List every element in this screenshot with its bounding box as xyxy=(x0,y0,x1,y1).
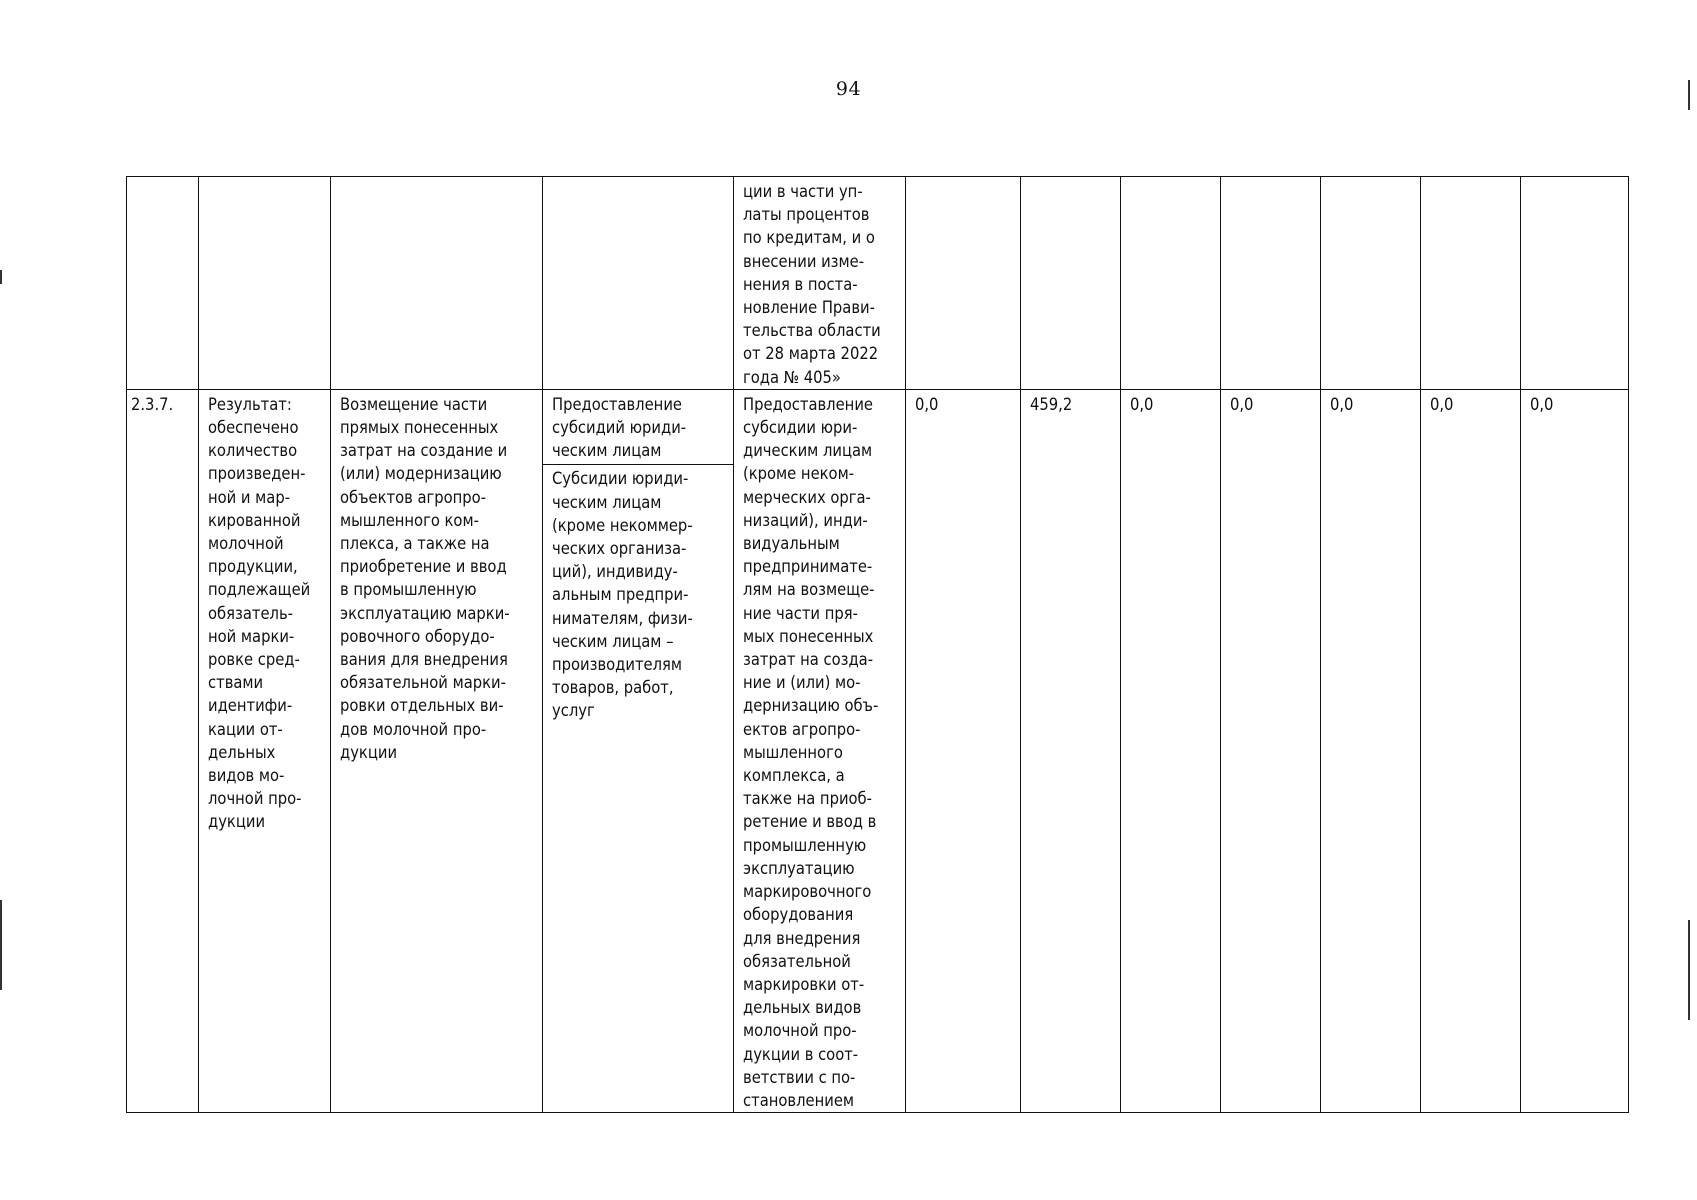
cell-empty xyxy=(1221,177,1321,390)
cell-event: Возмещение части прямых понесенных затрат на создание и (или) модернизацию объектов агропро- мышленного ком- плекса, а также на приобретение и ввод в промышленную эксплуатацию марки- ровочного оборудо- вания для внедрения обязательной марки- ровки отдельных ви- дов молочной про- дукции xyxy=(331,389,543,1112)
cell-empty xyxy=(906,177,1021,390)
cell-value-4: 0,0 xyxy=(1221,389,1321,1112)
scan-edge-mark xyxy=(0,900,2,990)
cell-empty xyxy=(331,177,543,390)
cell-value-6: 0,0 xyxy=(1421,389,1521,1112)
cell-row-number: 2.3.7. xyxy=(127,389,199,1112)
page-number: 94 xyxy=(835,78,862,100)
cell-type xyxy=(543,389,734,1112)
cell-value-2: 459,2 xyxy=(1021,389,1121,1112)
cell-empty xyxy=(1521,177,1629,390)
cell-empty xyxy=(543,177,734,390)
table-row-2-3-7 xyxy=(127,389,1629,1112)
cell-value-3: 0,0 xyxy=(1121,389,1221,1112)
cell-empty xyxy=(1421,177,1521,390)
cell-empty xyxy=(1121,177,1221,390)
table-row-continuation xyxy=(127,177,1629,390)
type-bottom: Субсидии юриди- ческим лицам (кроме некоммер- ческих организа- ций), индивиду- альным предпри- нимателям, физи- ческим лицам – производителям товаров, работ, услуг xyxy=(552,469,693,721)
cell-result: Результат: обеспечено количество произведен- ной и мар- кированной молочной продукции, подлежащей обязатель- ной марки- ровке сред- ствами идентифи- кации от- дельных видов мо- лочной про- дукции xyxy=(199,389,331,1112)
cell-empty xyxy=(1021,177,1121,390)
type-top: Предоставление субсидий юриди- ческим лицам xyxy=(552,394,687,461)
cell-value-7: 0,0 xyxy=(1521,389,1629,1112)
scan-edge-mark xyxy=(1688,920,1690,1020)
cell-value-5: 0,0 xyxy=(1321,389,1421,1112)
program-table xyxy=(126,176,1629,1113)
cell-characteristic-continued: ции в части уп- латы процентов по кредитам, и о внесении изме- нения в поста- новление Прави- тельства области от 28 марта 2022 года № 405» xyxy=(734,177,906,390)
scan-edge-mark xyxy=(1688,80,1690,110)
cell-value-1: 0,0 xyxy=(906,389,1021,1112)
scan-edge-mark xyxy=(0,270,2,284)
cell-empty xyxy=(127,177,199,390)
cell-characteristic: Предоставление субсидии юри- дическим лицам (кроме неком- мерческих орга- низаций), инди- видуальным предпринимате- лям на возмеще- ние части пря- мых понесенных затрат на созда- ние и (или) мо- дернизацию объ- ектов агропро- мышленного комплекса, а также на приоб- ретение и ввод в промышленную эксплуатацию маркировочного оборудования для внедрения обязательной маркировки от- дельных видов молочной про- дукции в соот- ветствии с по- становлением xyxy=(734,389,906,1112)
cell-empty xyxy=(1321,177,1421,390)
cell-empty xyxy=(199,177,331,390)
